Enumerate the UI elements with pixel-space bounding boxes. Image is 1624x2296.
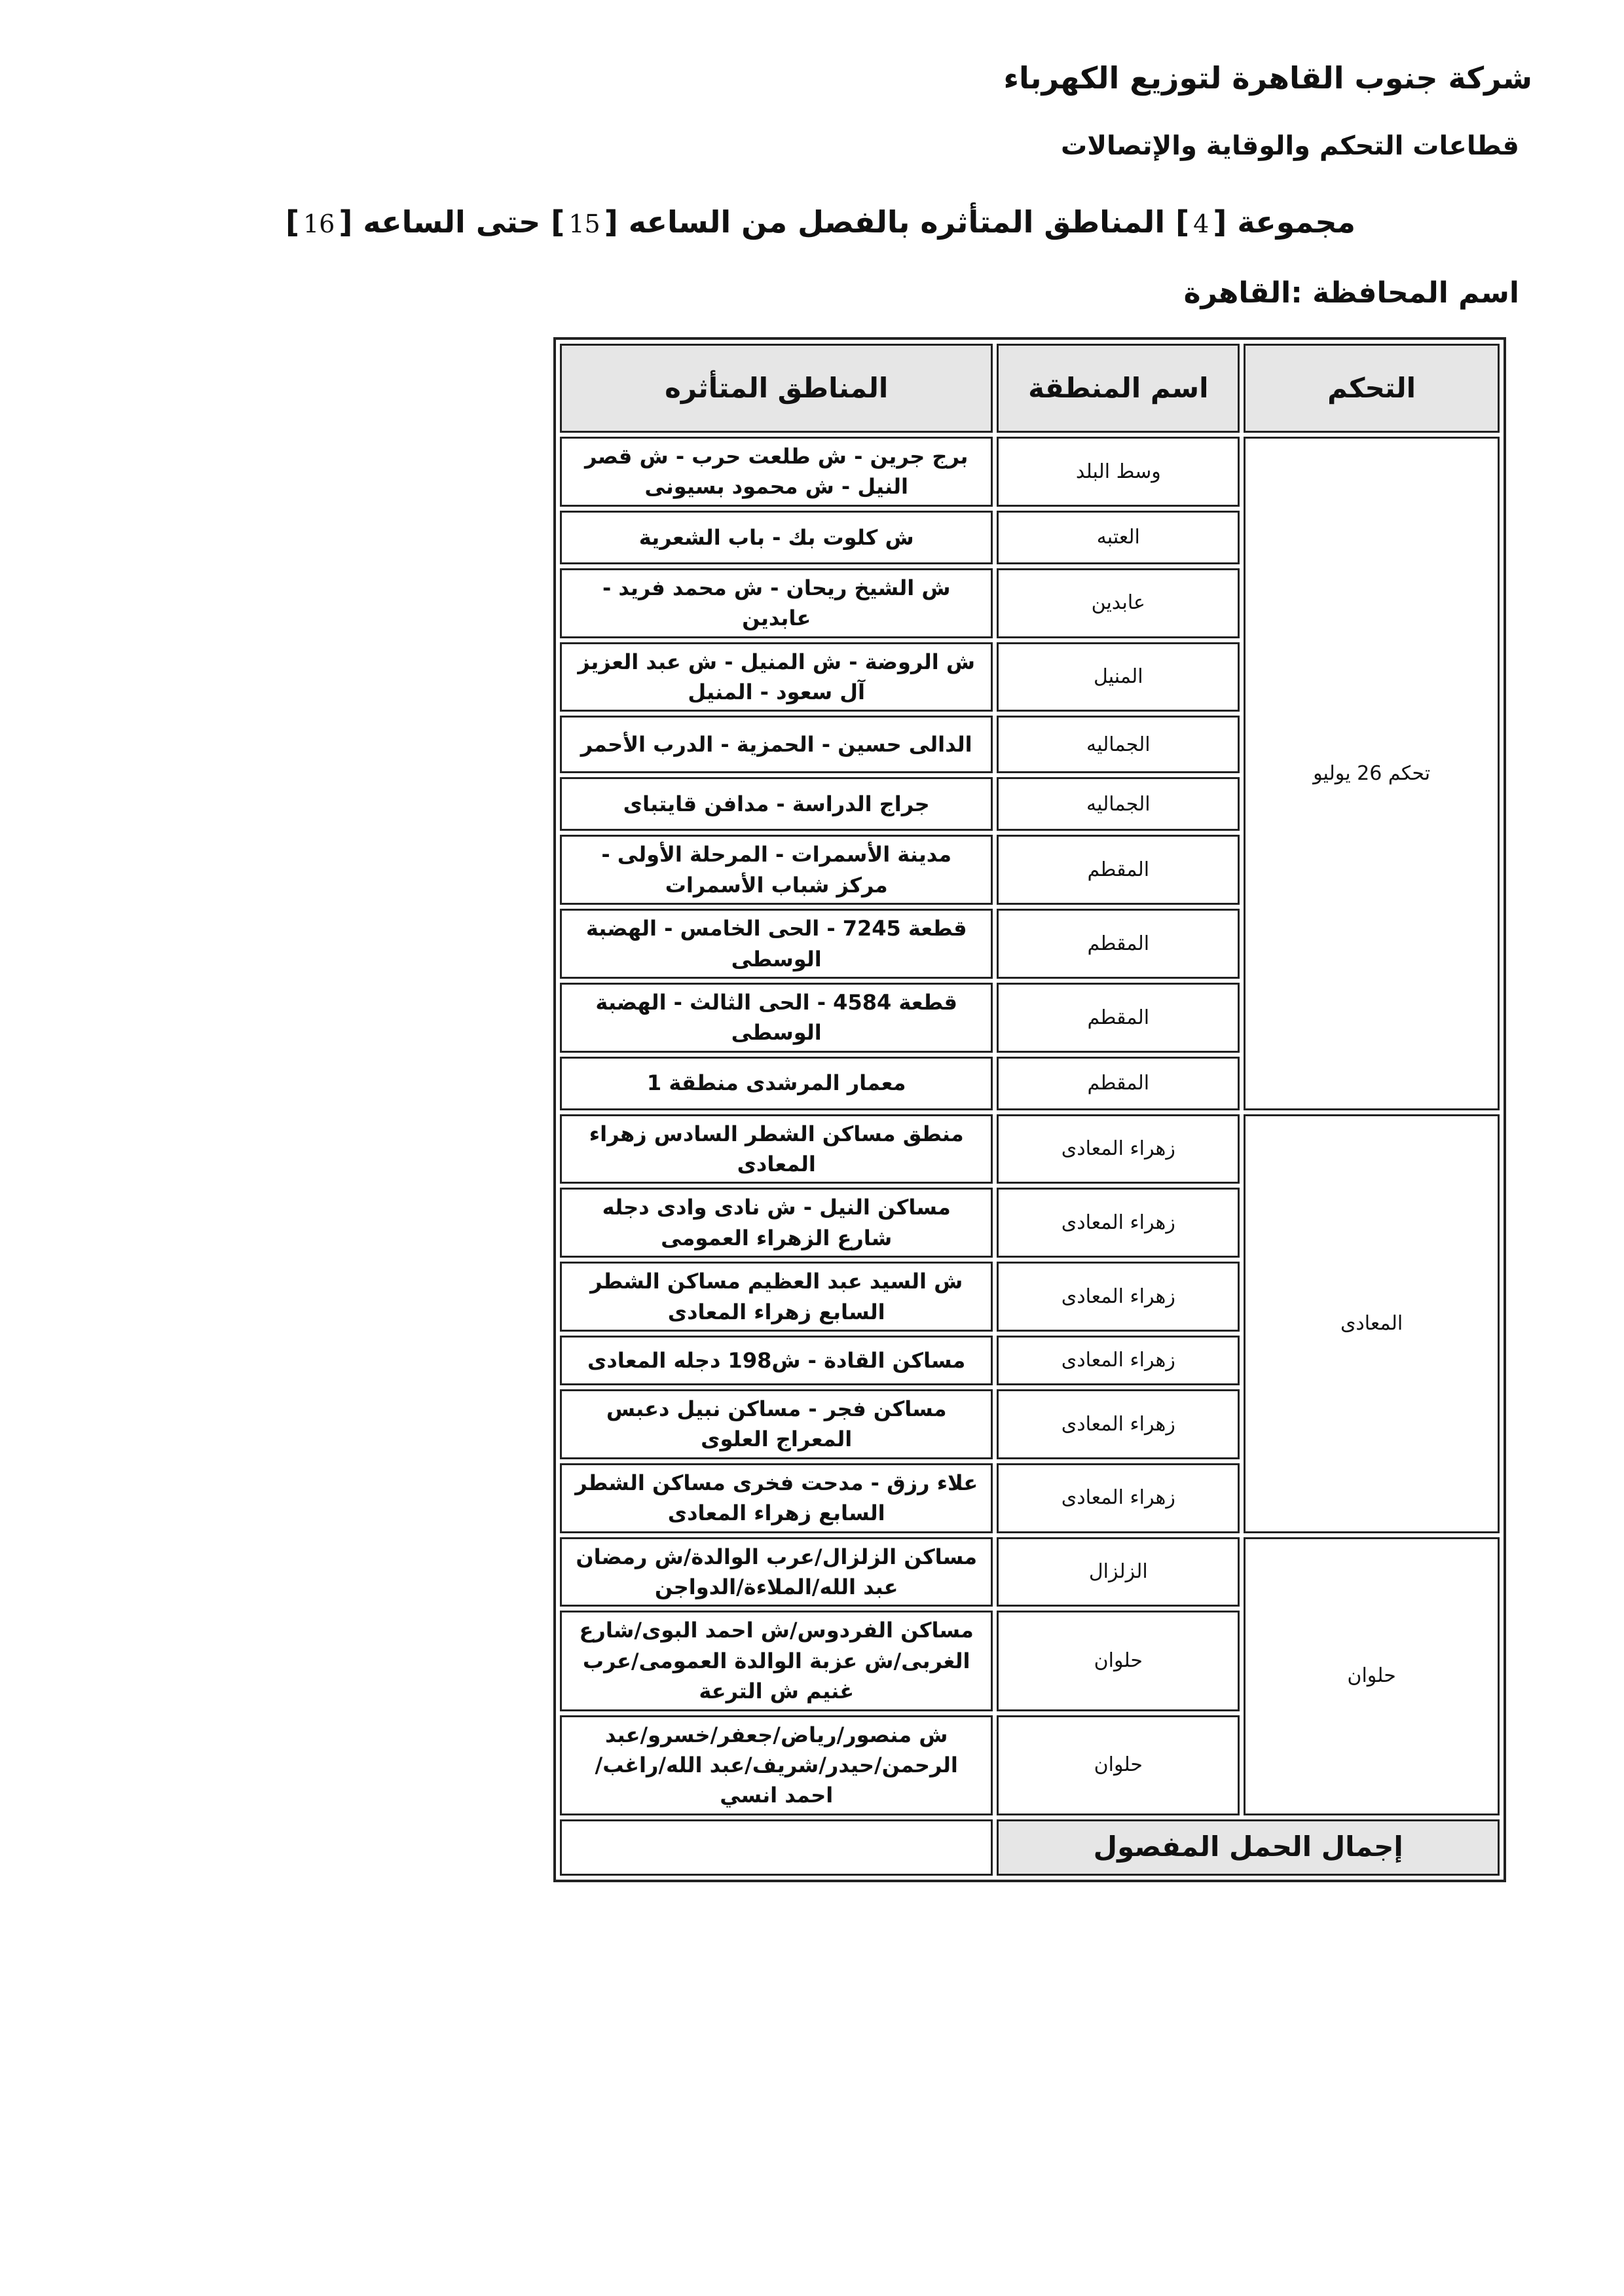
total-row xyxy=(560,1819,1500,1876)
area-cell: حلوان xyxy=(997,1715,1240,1815)
zones-cell: قطعة 7245 - الحى الخامس - الهضبة الوسطى xyxy=(560,909,993,979)
time-from: 15 xyxy=(568,210,600,238)
area-cell: الجماليه xyxy=(997,777,1240,831)
zones-cell: ش كلوت بك - باب الشعرية xyxy=(560,511,993,564)
table-row xyxy=(560,437,1500,507)
zones-cell: ش منصور/رياض/جعفر/خسرو/عبد الرحمن/حيدر/شريف/عبد الله/راغب/احمد انسي xyxy=(560,1715,993,1815)
zones-cell: معمار المرشدى منطقة 1 xyxy=(560,1057,993,1110)
group-text: ] المناطق المتأثره بالفصل من الساعه [ xyxy=(604,204,1190,240)
area-cell: المنيل xyxy=(997,642,1240,712)
area-cell: زهراء المعادى xyxy=(997,1463,1240,1533)
zones-cell: مدينة الأسمرات - المرحلة الأولى - مركز شباب الأسمرات xyxy=(560,835,993,905)
zones-cell: الدالى حسين - الحمزية - الدرب الأحمر xyxy=(560,716,993,773)
area-cell: زهراء المعادى xyxy=(997,1188,1240,1258)
zones-cell: مساكن النيل - ش نادى وادى دجله شارع الزهراء العمومى xyxy=(560,1188,993,1258)
area-cell: المقطم xyxy=(997,909,1240,979)
zones-cell: مساكن القادة - ش198 دجله المعادى xyxy=(560,1336,993,1385)
zones-cell: مساكن الزلزال/عرب الوالدة/ش رمضان عبد الله/الملاءة/الدواجن xyxy=(560,1537,993,1607)
zones-cell: برج جرين - ش طلعت حرب - ش قصر النيل - ش محمود بسيونى xyxy=(560,437,993,507)
zones-cell: قطعة 4584 - الحى الثالث - الهضبة الوسطى xyxy=(560,983,993,1053)
control-cell: المعادى xyxy=(1244,1114,1500,1533)
affected-areas-table xyxy=(553,337,1506,1882)
zones-cell: علاء رزق - مدحت فخرى مساكن الشطر السابع زهراء المعادى xyxy=(560,1463,993,1533)
area-cell: زهراء المعادى xyxy=(997,1389,1240,1459)
zones-cell: مساكن فجر - مساكن نبيل دعبس المعراج العلوى xyxy=(560,1389,993,1459)
area-cell: عابدين xyxy=(997,568,1240,638)
table-row xyxy=(560,1537,1500,1607)
company-name: شركة جنوب القاهرة لتوزيع الكهرباء xyxy=(1003,60,1532,96)
header-zones: المناطق المتأثره xyxy=(560,344,993,433)
zones-cell: مساكن الفردوس/ش احمد البوى/شارع الغربى/ش عزبة الوالدة العمومى/عرب غنيم ش الترعة xyxy=(560,1611,993,1711)
zones-cell: ش السيد عبد العظيم مساكن الشطر السابع زهراء المعادى xyxy=(560,1262,993,1332)
area-cell: الجماليه xyxy=(997,716,1240,773)
area-cell: المقطم xyxy=(997,1057,1240,1110)
governorate-label: اسم المحافظة :القاهرة xyxy=(1183,276,1519,310)
area-cell: المقطم xyxy=(997,835,1240,905)
zones-cell: ش الروضة - ش المنيل - ش عبد العزيز آل سعود - المنيل xyxy=(560,642,993,712)
group-title xyxy=(286,204,1356,240)
zones-cell: منطق مساكن الشطر السادس زهراء المعادى xyxy=(560,1114,993,1184)
time-suffix: ] xyxy=(285,204,299,240)
total-label: إجمال الحمل المفصول xyxy=(997,1819,1500,1876)
area-cell: حلوان xyxy=(997,1611,1240,1711)
table-row xyxy=(560,1114,1500,1184)
zones-cell: ش الشيخ ريحان - ش محمد فريد - عابدين xyxy=(560,568,993,638)
group-prefix: مجموعة [ xyxy=(1213,204,1356,240)
area-cell: زهراء المعادى xyxy=(997,1114,1240,1184)
group-number: 4 xyxy=(1193,210,1209,238)
zones-cell: جراج الدراسة - مدافن قايتباى xyxy=(560,777,993,831)
header-control: التحكم xyxy=(1244,344,1500,433)
area-cell: العتبه xyxy=(997,511,1240,564)
header-area: اسم المنطقة xyxy=(997,344,1240,433)
control-cell: حلوان xyxy=(1244,1537,1500,1815)
area-cell: زهراء المعادى xyxy=(997,1262,1240,1332)
area-cell: الزلزال xyxy=(997,1537,1240,1607)
area-cell: وسط البلد xyxy=(997,437,1240,507)
time-mid: ] حتى الساعه [ xyxy=(339,204,565,240)
area-cell: زهراء المعادى xyxy=(997,1336,1240,1385)
control-cell: تحكم 26 يوليو xyxy=(1244,437,1500,1110)
time-to: 16 xyxy=(303,210,335,238)
area-cell: المقطم xyxy=(997,983,1240,1053)
table-header-row xyxy=(560,344,1500,433)
sector-name: قطاعات التحكم والوقاية والإتصالات xyxy=(1061,131,1519,161)
total-value xyxy=(560,1819,993,1876)
